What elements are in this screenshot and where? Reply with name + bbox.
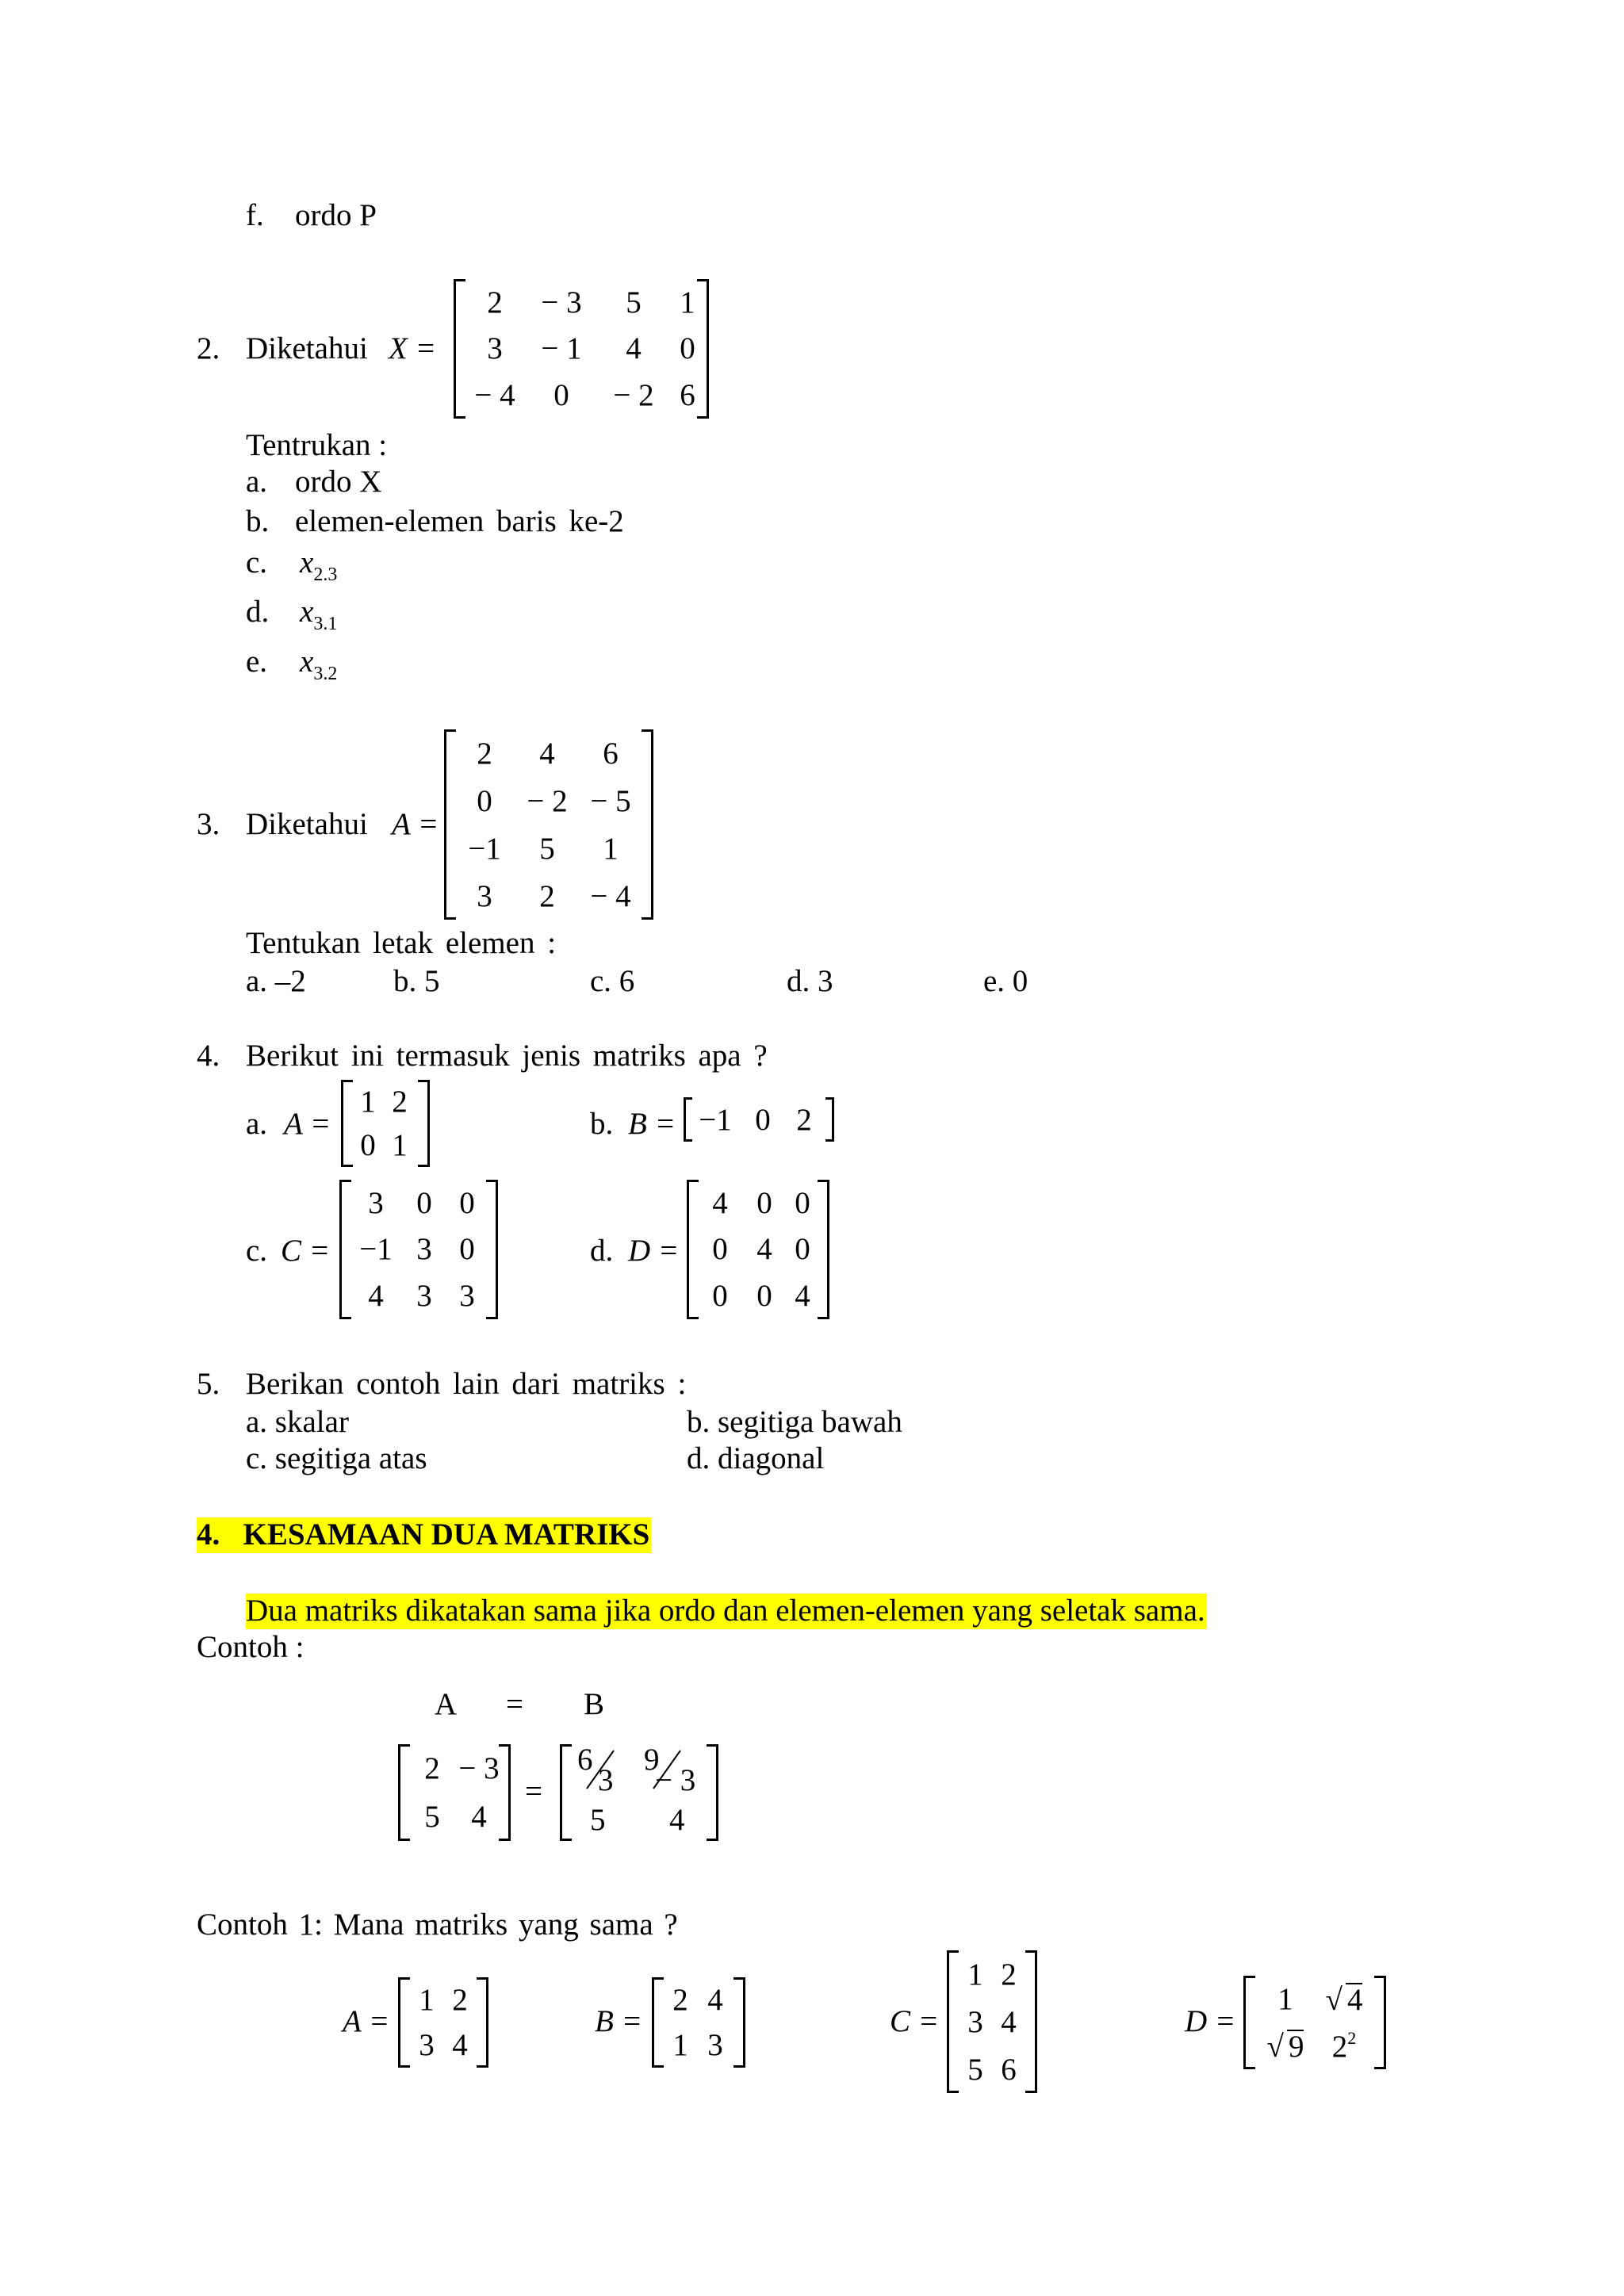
q2-item-c-expr: $x_{2.3}$ — [300, 545, 338, 585]
q4d-matrix-cell-2-2: 4 — [756, 1232, 772, 1267]
q4b-label: b. — [590, 1107, 614, 1141]
contoh1-D-cell-1-2: √ 4 — [1325, 1983, 1363, 2017]
q4c-matrix — [339, 1180, 498, 1319]
contoh1-C-matrix-cell-2-2: 4 — [1001, 2004, 1017, 2039]
contoh1-B-matrix-cell-1-2: 4 — [707, 1983, 723, 2017]
contoh1-C-matrix-cell-2-1: 3 — [967, 2004, 983, 2039]
q3-option-b: b. 5 — [393, 964, 440, 998]
q4-text: Berikut ini termasuk jenis matriks apa ? — [246, 1039, 768, 1073]
q4d-matrix-cell-3-3: 4 — [795, 1279, 810, 1314]
q2-prefix: Diketahui — [246, 331, 368, 365]
eq-rhs-cell-2-2: 4 — [669, 1803, 685, 1837]
q5-option-d: d. diagonal — [687, 1441, 825, 1475]
q4c-matrix-cell-2-2: 3 — [416, 1232, 432, 1267]
eq-lhs-matrix-cell-1-2: − 3 — [458, 1751, 500, 1785]
eq-lhs-matrix — [398, 1744, 511, 1841]
contoh1-D-var: D = — [1185, 2004, 1236, 2038]
q2-matrix-cell-3-2: 0 — [553, 378, 569, 413]
q4a-matrix-cell-1-2: 2 — [392, 1085, 408, 1119]
q3-matrix-cell-4-1: 3 — [477, 878, 492, 913]
q2-item-c-label: c. — [246, 545, 268, 580]
q3-matrix-cell-2-3: − 5 — [590, 783, 631, 818]
q4c-label: c. — [246, 1234, 268, 1268]
q4d-label: d. — [590, 1234, 614, 1268]
contoh1-B-matrix-cell-1-1: 2 — [672, 1983, 688, 2017]
q4b-matrix — [684, 1097, 834, 1142]
q4b-matrix-cell-1-3: 2 — [796, 1102, 812, 1137]
q2-matrix-cell-1-1: 2 — [487, 285, 503, 320]
q2-matrix-cell-2-2: − 1 — [541, 331, 582, 366]
q2-matrix-cell-3-1: − 4 — [474, 378, 515, 413]
contoh1-D-matrix — [1243, 1976, 1386, 2069]
eq-lhs-matrix-cell-1-1: 2 — [424, 1751, 440, 1785]
q3-matrix-cells — [457, 729, 641, 920]
q4a-label: a. — [246, 1107, 268, 1141]
contoh1-A-matrix-cell-1-2: 2 — [452, 1983, 468, 2017]
q2-item-e-expr: $x_{3.2}$ — [300, 645, 338, 684]
contoh1-A-matrix — [398, 1977, 488, 2068]
contoh1-B-matrix-cells — [665, 1977, 733, 2068]
q4b-var: B = — [628, 1107, 676, 1141]
contoh1-C-matrix — [947, 1950, 1037, 2093]
q2-instruction: Tentrukan : — [246, 428, 388, 462]
q3-prefix: Diketahui — [246, 807, 368, 841]
contoh1-C-matrix-cells — [959, 1950, 1025, 2093]
contoh1-C-matrix-cell-3-2: 6 — [1001, 2052, 1017, 2087]
q3-option-c: c. 6 — [590, 964, 635, 998]
q2-matrix-cell-2-1: 3 — [487, 331, 503, 366]
q3-matrix — [444, 729, 653, 920]
q3-matrix-cell-1-3: 6 — [603, 736, 619, 771]
eq-rhs-cell-2-1: 5 — [590, 1803, 606, 1837]
q2-item-a-text: ordo X — [295, 465, 382, 499]
contoh1-B-matrix-cell-2-2: 3 — [707, 2028, 723, 2062]
q4d-matrix-cell-1-3: 0 — [795, 1185, 810, 1220]
eq-lhs-name: A — [435, 1687, 458, 1721]
q3-matrix-cell-3-3: 1 — [603, 831, 619, 866]
q2-item-d-expr: $x_{3.1}$ — [300, 595, 338, 634]
contoh1-A-matrix-cell-2-1: 3 — [419, 2028, 435, 2062]
contoh1-D-matrix-cells — [1256, 1976, 1373, 2069]
q4b-matrix-cells — [691, 1097, 826, 1142]
q4d-matrix-cell-2-3: 0 — [795, 1232, 810, 1267]
q3-matrix-cell-1-1: 2 — [477, 736, 492, 771]
q5-number: 5. — [197, 1367, 220, 1401]
q4-number: 4. — [197, 1039, 220, 1073]
contoh1-B-matrix-cell-2-1: 1 — [672, 2028, 688, 2062]
q2-matrix-cell-1-4: 1 — [680, 285, 695, 320]
q4d-matrix-cells — [699, 1180, 817, 1319]
q3-option-a: a. –2 — [246, 964, 306, 998]
contoh1-title: Contoh 1: Mana matriks yang sama ? — [197, 1908, 678, 1942]
q2-matrix-cell-2-3: 4 — [626, 331, 642, 366]
contoh-label: Contoh : — [197, 1630, 304, 1664]
q2-item-b-text: elemen-elemen baris ke-2 — [295, 504, 624, 538]
q4c-var: C = — [281, 1234, 331, 1268]
contoh1-B-matrix — [652, 1977, 745, 2068]
q4c-matrix-cell-3-2: 3 — [416, 1279, 432, 1314]
q2-matrix-cell-2-4: 0 — [680, 331, 695, 366]
eq-rhs-frac-2: 9 − 3 — [644, 1743, 696, 1797]
eq-rhs-frac-1: 6 3 — [577, 1743, 614, 1797]
contoh1-D-cell-2-2: $2^2$ — [1331, 2028, 1357, 2064]
contoh1-A-matrix-cells — [411, 1977, 476, 2068]
eq-lhs-matrix-cell-2-2: 4 — [471, 1800, 487, 1834]
q4c-matrix-cell-2-3: 0 — [459, 1232, 475, 1267]
q2-item-e-label: e. — [246, 645, 268, 679]
q3-matrix-cell-2-2: − 2 — [527, 783, 568, 818]
q5-option-b: b. segitiga bawah — [687, 1405, 902, 1439]
q4c-matrix-cell-1-1: 3 — [368, 1185, 384, 1220]
q4b-matrix-cell-1-1: −1 — [699, 1102, 732, 1137]
q4d-matrix-cell-1-2: 0 — [756, 1185, 772, 1220]
q4d-matrix-cell-3-1: 0 — [712, 1279, 728, 1314]
q2-matrix-cell-1-2: − 3 — [541, 285, 582, 320]
q4a-matrix-cell-1-1: 1 — [360, 1085, 376, 1119]
q2-number: 2. — [197, 331, 220, 365]
q2-item-a-label: a. — [246, 465, 268, 499]
contoh1-A-matrix-cell-1-1: 1 — [419, 1983, 435, 2017]
q2-matrix-cells — [466, 279, 696, 419]
q3-matrix-cell-3-2: 5 — [539, 831, 555, 866]
contoh1-C-matrix-cell-1-1: 1 — [967, 1957, 983, 1992]
q3-matrix-cell-4-2: 2 — [539, 878, 555, 913]
q4a-matrix — [341, 1080, 430, 1167]
q4c-matrix-cell-1-2: 0 — [416, 1185, 432, 1220]
q4b-matrix-cell-1-2: 0 — [755, 1102, 771, 1137]
eq-rhs-name: B — [584, 1687, 605, 1721]
contoh1-C-matrix-cell-1-2: 2 — [1001, 1957, 1017, 1992]
contoh1-B-var: B = — [595, 2004, 642, 2038]
q4c-matrix-cell-3-1: 4 — [368, 1279, 384, 1314]
contoh1-A-var: A = — [343, 2004, 390, 2038]
q4a-matrix-cell-2-1: 0 — [360, 1128, 376, 1162]
q4c-matrix-cells — [352, 1180, 485, 1319]
q2-matrix-cell-3-3: − 2 — [613, 378, 654, 413]
q2-matrix — [454, 279, 709, 419]
q3-matrix-cell-4-3: − 4 — [590, 878, 631, 913]
q4d-var: D = — [628, 1234, 680, 1268]
q4d-matrix — [687, 1180, 829, 1319]
q2-item-d-label: d. — [246, 595, 270, 629]
q4d-matrix-cell-2-1: 0 — [712, 1232, 728, 1267]
contoh1-D-cell-1-1: 1 — [1277, 1982, 1293, 2016]
q2-item-b-label: b. — [246, 504, 270, 538]
q4d-matrix-cell-1-1: 4 — [712, 1185, 728, 1220]
q3-matrix-cell-3-1: −1 — [468, 831, 501, 866]
q4a-matrix-cells — [354, 1080, 417, 1167]
q4a-matrix-cell-2-2: 1 — [392, 1128, 408, 1162]
q2-var: X = — [389, 331, 436, 365]
eq-sign: = — [525, 1774, 542, 1808]
eq-rhs-matrix — [560, 1744, 718, 1841]
section-heading: 4. KESAMAAN DUA MATRIKS — [197, 1517, 650, 1552]
q4d-matrix-cell-3-2: 0 — [756, 1279, 772, 1314]
q4c-matrix-cell-1-3: 0 — [459, 1185, 475, 1220]
contoh1-A-matrix-cell-2-2: 4 — [452, 2028, 468, 2062]
q4a-var: A = — [284, 1107, 331, 1141]
q2-matrix-cell-3-4: 6 — [680, 378, 695, 413]
contoh1-C-var: C = — [890, 2004, 940, 2038]
eq-sign-top: = — [506, 1687, 523, 1721]
item-f-text: ordo P — [295, 198, 377, 232]
definition-text: Dua matriks dikatakan sama jika ordo dan elemen-elemen yang seletak sama. — [246, 1594, 1205, 1628]
eq-lhs-matrix-cells — [411, 1744, 498, 1841]
q5-option-a: a. skalar — [246, 1405, 349, 1439]
q2-matrix-cell-1-3: 5 — [626, 285, 642, 320]
q3-option-e: e. 0 — [983, 964, 1028, 998]
contoh1-C-matrix-cell-3-1: 5 — [967, 2052, 983, 2087]
q4c-matrix-cell-2-1: −1 — [359, 1232, 393, 1267]
item-f-label: f. — [246, 198, 264, 232]
q3-number: 3. — [197, 807, 220, 841]
q3-instruction: Tentukan letak elemen : — [246, 926, 557, 960]
q3-matrix-cell-2-1: 0 — [477, 783, 492, 818]
q4c-matrix-cell-3-3: 3 — [459, 1279, 475, 1314]
q3-matrix-cell-1-2: 4 — [539, 736, 555, 771]
q5-text: Berikan contoh lain dari matriks : — [246, 1367, 687, 1401]
q5-option-c: c. segitiga atas — [246, 1441, 427, 1475]
q3-option-d: d. 3 — [787, 964, 833, 998]
q3-var: A = — [392, 807, 439, 841]
contoh1-D-cell-2-1: √ 9 — [1266, 2030, 1304, 2064]
eq-lhs-matrix-cell-2-1: 5 — [424, 1800, 440, 1834]
